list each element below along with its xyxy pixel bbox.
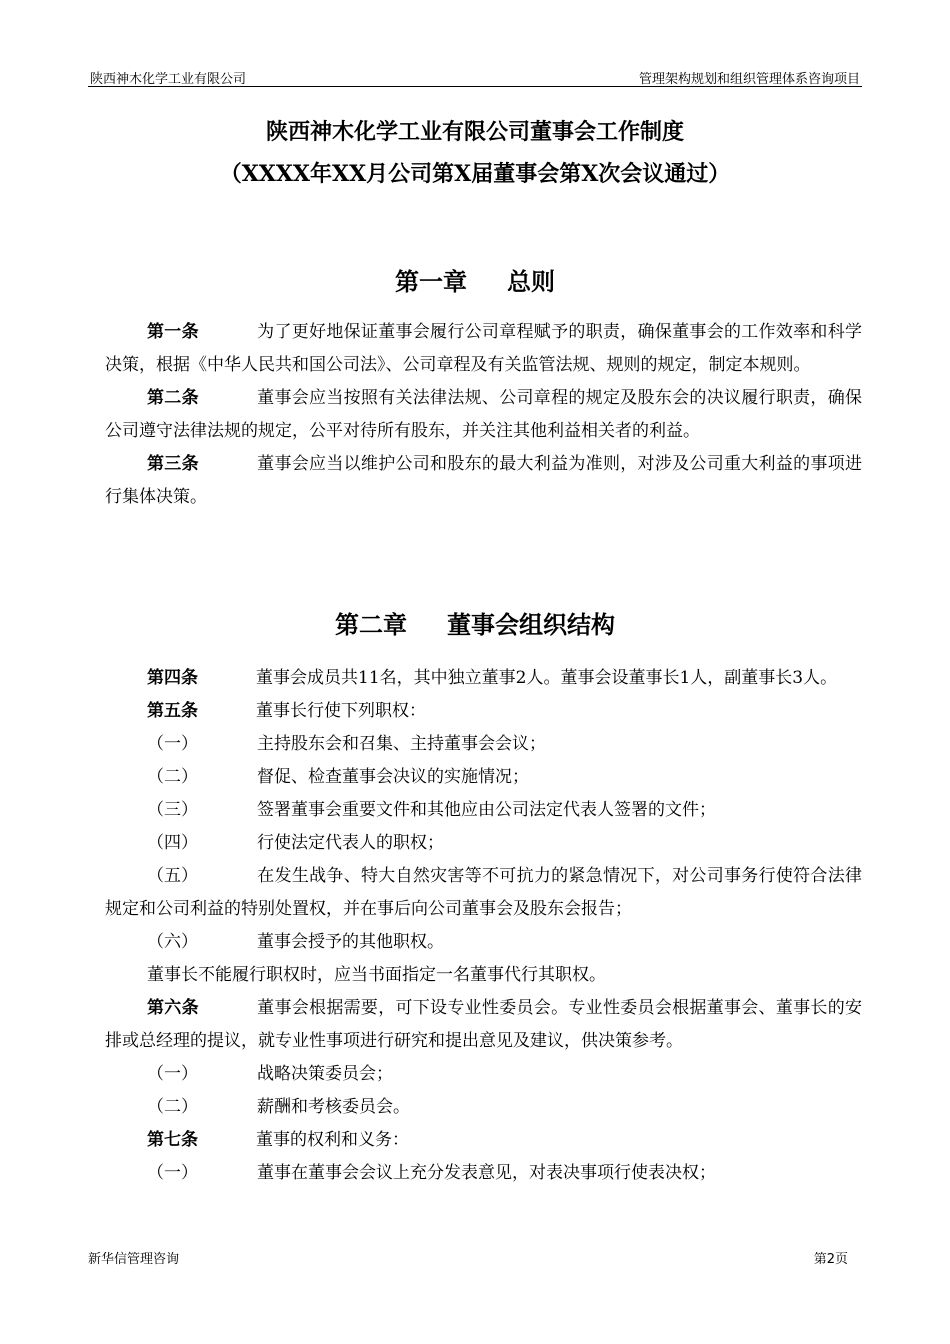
item-text: 督促、检查董事会决议的实施情况； bbox=[257, 767, 529, 787]
item-text: 董事会授予的其他职权。 bbox=[257, 932, 444, 952]
article-text: 董事会根据需要，可下设专业性委员会。专业性委员会根据董事会、董事长的安排或总经理的提议，就专业性事项进行研究和提出意见及建议，供决策参考。 bbox=[105, 998, 863, 1051]
article-5-note: 董事长不能履行职权时，应当书面指定一名董事代行其职权。 bbox=[147, 965, 606, 985]
article-5 bbox=[105, 695, 862, 728]
header-company: 陕西神木化学工业有限公司 bbox=[90, 72, 247, 87]
chapter-1-body bbox=[105, 316, 862, 514]
article-2 bbox=[105, 382, 862, 448]
list-item bbox=[105, 1058, 862, 1091]
list-item bbox=[105, 1157, 862, 1190]
article-6 bbox=[105, 992, 862, 1058]
list-item bbox=[105, 794, 862, 827]
item-text: 董事在董事会会议上充分发表意见，对表决事项行使表决权； bbox=[257, 1163, 716, 1183]
article-text: 董事会应当按照有关法律法规、公司章程的规定及股东会的决议履行职责，确保公司遵守法律法规的规定，公平对待所有股东，并关注其他利益相关者的利益。 bbox=[105, 388, 863, 441]
article-label: 第六条 bbox=[147, 998, 199, 1018]
item-number: （六） bbox=[147, 932, 198, 952]
article-3 bbox=[105, 448, 862, 514]
article-label: 第三条 bbox=[147, 454, 199, 474]
article-4 bbox=[105, 662, 862, 695]
article-label: 第七条 bbox=[147, 1130, 198, 1150]
item-text: 主持股东会和召集、主持董事会会议； bbox=[257, 734, 546, 754]
article-text: 为了更好地保证董事会履行公司章程赋予的职责，确保董事会的工作效率和科学决策，根据《中华人民共和国公司法》、公司章程及有关监管法规、规则的规定，制定本规则。 bbox=[105, 322, 863, 375]
item-number: （二） bbox=[147, 1097, 198, 1117]
header-project: 管理架构规划和组织管理体系咨询项目 bbox=[638, 72, 860, 87]
document-subtitle: （XXXX年XX月公司第X届董事会第X次会议通过） bbox=[219, 161, 731, 187]
chapter-2-body bbox=[105, 662, 862, 1190]
document-title: 陕西神木化学工业有限公司董事会工作制度 bbox=[265, 119, 684, 145]
article-label: 第二条 bbox=[147, 388, 199, 408]
article-7 bbox=[105, 1124, 862, 1157]
page-number: 第2页 bbox=[813, 1252, 848, 1267]
chapter-2-number: 第二章 bbox=[335, 610, 407, 639]
article-label: 第一条 bbox=[147, 322, 199, 342]
article-text: 董事长行使下列职权： bbox=[256, 701, 426, 721]
article-label: 第五条 bbox=[147, 701, 198, 721]
chapter-2-heading bbox=[0, 605, 950, 640]
page-header bbox=[88, 66, 862, 87]
chapter-1-number: 第一章 bbox=[395, 267, 467, 296]
item-text: 在发生战争、特大自然灾害等不可抗力的紧急情况下，对公司事务行使符合法律规定和公司利益的特别处置权，并在事后向公司董事会及股东会报告； bbox=[105, 866, 862, 919]
list-item bbox=[105, 860, 862, 926]
article-label: 第四条 bbox=[147, 668, 198, 688]
list-item bbox=[105, 827, 862, 860]
item-number: （三） bbox=[147, 800, 198, 820]
item-text: 战略决策委员会； bbox=[257, 1064, 393, 1084]
item-number: （二） bbox=[147, 767, 198, 787]
list-item bbox=[105, 761, 862, 794]
article-text: 董事会成员共11名，其中独立董事2人。董事会设董事长1人，副董事长3人。 bbox=[256, 668, 838, 688]
item-number: （四） bbox=[147, 833, 198, 853]
chapter-1-heading bbox=[0, 262, 950, 297]
article-text: 董事的权利和义务： bbox=[256, 1130, 409, 1150]
page-footer bbox=[88, 1248, 862, 1267]
item-number: （五） bbox=[147, 866, 198, 886]
item-text: 薪酬和考核委员会。 bbox=[257, 1097, 410, 1117]
article-1 bbox=[105, 316, 862, 382]
list-item bbox=[105, 926, 862, 959]
item-number: （一） bbox=[147, 1064, 198, 1084]
list-item bbox=[105, 1091, 862, 1124]
article-text: 董事会应当以维护公司和股东的最大利益为准则，对涉及公司重大利益的事项进行集体决策。 bbox=[105, 454, 863, 507]
item-number: （一） bbox=[147, 1163, 198, 1183]
chapter-2-name: 董事会组织结构 bbox=[447, 610, 615, 639]
footer-company: 新华信管理咨询 bbox=[88, 1252, 180, 1267]
chapter-1-name: 总则 bbox=[507, 267, 555, 296]
item-number: （一） bbox=[147, 734, 198, 754]
list-item bbox=[105, 728, 862, 761]
item-text: 行使法定代表人的职权； bbox=[257, 833, 444, 853]
item-text: 签署董事会重要文件和其他应由公司法定代表人签署的文件； bbox=[257, 800, 716, 820]
